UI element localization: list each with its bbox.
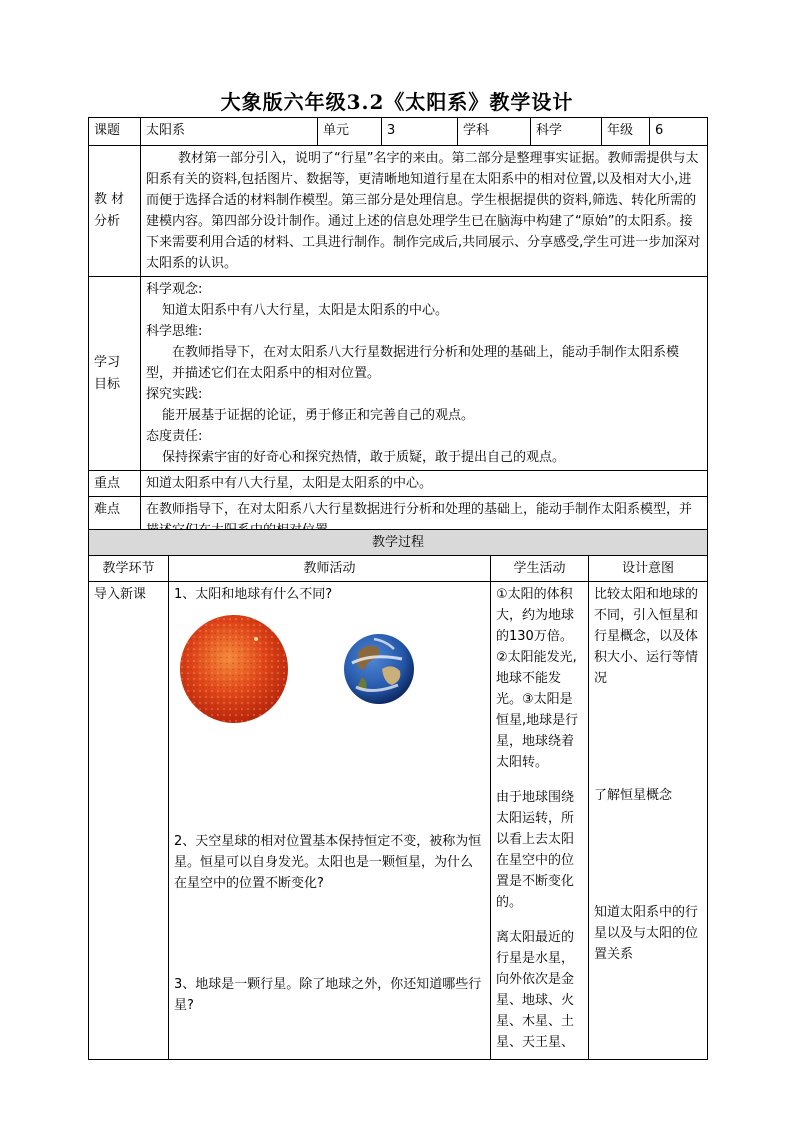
goals-cell — [141, 277, 708, 471]
goal-heading: 探究实践: — [146, 387, 203, 402]
teacher-question-2: 2、天空星球的相对位置基本保持恒定不变，被称为恒星。恒星可以自身发光。太阳也是一颗恒星，为什么在星空中的位置不断变化? — [174, 834, 482, 891]
design-intent-cell — [589, 582, 708, 1060]
goal-heading: 科学思维: — [146, 324, 203, 339]
difficulty-text: 在教师指导下，在对太阳系八大行星数据进行分析和处理的基础上，能动手制作太阳系模型，并 — [141, 497, 708, 544]
unit-value: 3 — [382, 118, 458, 146]
goal-text: 保持探索宇宙的好奇心和探究热情，敢于质疑，敢于提出自己的观点。 — [162, 450, 566, 465]
info-table — [88, 117, 708, 544]
column-header: 设计意图 — [589, 556, 708, 582]
sun-earth-svg — [174, 611, 484, 729]
goal-heading: 科学观念: — [146, 282, 203, 297]
earth-image — [344, 634, 414, 704]
goals-label — [89, 277, 141, 471]
process-header-row — [89, 556, 708, 582]
goal-text: 在教师指导下，在对太阳系八大行星数据进行分析和处理的基础上，能动手制作太阳系模型，并描述它们在太阳系中的相对位置。 — [146, 345, 680, 381]
goals-label-line1: 学习 — [94, 354, 121, 370]
info-row — [89, 118, 708, 146]
topic-value: 太阳系 — [141, 118, 318, 146]
goal-heading: 态度责任: — [146, 429, 203, 444]
subject-label: 学科 — [458, 118, 531, 146]
page-title: 大象版六年级3.2《太阳系》教学设计 — [220, 90, 574, 114]
process-table — [88, 529, 708, 1060]
sun-image — [180, 615, 288, 723]
difficulty-label: 难点 — [89, 497, 141, 544]
grade-value: 6 — [650, 118, 708, 146]
teacher-question-3: 3、地球是一颗行星。除了地球之外，你还知道哪些行星? — [174, 977, 482, 1013]
goals-row — [89, 277, 708, 471]
student-activity-cell — [491, 582, 589, 1060]
subject-value: 科学 — [531, 118, 602, 146]
student-answer-3: 离太阳最近的行星是水星，向外依次是金星、地球、火星、木星、土星、天王星、 — [496, 930, 575, 1050]
goals-label-line2: 目标 — [94, 376, 121, 392]
teacher-activity-cell — [169, 582, 491, 1060]
goal-text: 能开展基于证据的论证，勇于修正和完善自己的观点。 — [162, 408, 475, 423]
analysis-row — [89, 146, 708, 277]
analysis-label-line1: 教 材 — [94, 192, 125, 207]
intro-row — [89, 582, 708, 1060]
column-header: 学生活动 — [491, 556, 589, 582]
intent-1: 比较太阳和地球的不同，引入恒星和行星概念，以及体积大小、运行等情况 — [594, 587, 699, 686]
key-row — [89, 471, 708, 497]
analysis-label — [89, 146, 141, 277]
intent-2: 了解恒星概念 — [594, 788, 673, 803]
column-header: 教师活动 — [169, 556, 491, 582]
column-header: 教学环节 — [89, 556, 169, 582]
student-answer-2: 由于地球围绕太阳运转，所以看上去太阳在星空中的位置是不断变化的。 — [496, 790, 575, 910]
sun-earth-images — [174, 611, 485, 729]
process-title-row — [89, 530, 708, 556]
grade-label: 年级 — [602, 118, 650, 146]
process-title: 教学过程 — [89, 530, 708, 556]
teacher-question-1: 1、太阳和地球有什么不同? — [174, 587, 333, 602]
student-answer-1: ①太阳的体积大，约为地球的130万倍。②太阳能发光,地球不能发光。③太阳是恒星,地球是行星，地球绕着太阳转。 — [496, 587, 579, 770]
analysis-text: 教材第一部分引入，说明了“行星”名字的来由。第二部分是整理事实证据。教师需提供与太阳系有关的资料,包括图片、数据等，更清晰地知道行星在太阳系中的相对位置,以及相对大小,进而便于选择合适的材料制作模型。第三部分是处理信息。学生根据提供的资料,筛选、转化所需的建模内容。第四部分设计制作。通过上述的信息处理学生已在脑海中构建了“原始”的太阳系。接下来需要利用合适的材料、工具进行制作。制作完成后,共同展示、分享感受,学生可进一步加深对太阳系的认识。 — [146, 151, 701, 271]
key-label: 重点 — [89, 471, 141, 497]
analysis-cell — [141, 146, 708, 277]
analysis-label-line2: 分析 — [94, 214, 121, 229]
goal-text: 知道太阳系中有八大行星，太阳是太阳系的中心。 — [162, 303, 449, 318]
unit-label: 单元 — [318, 118, 382, 146]
topic-label: 课题 — [89, 118, 141, 146]
key-text: 知道太阳系中有八大行星，太阳是太阳系的中心。 — [141, 471, 708, 497]
intent-3: 知道太阳系中的行星以及与太阳的位置关系 — [594, 905, 699, 962]
stage-cell: 导入新课 — [89, 582, 169, 1060]
